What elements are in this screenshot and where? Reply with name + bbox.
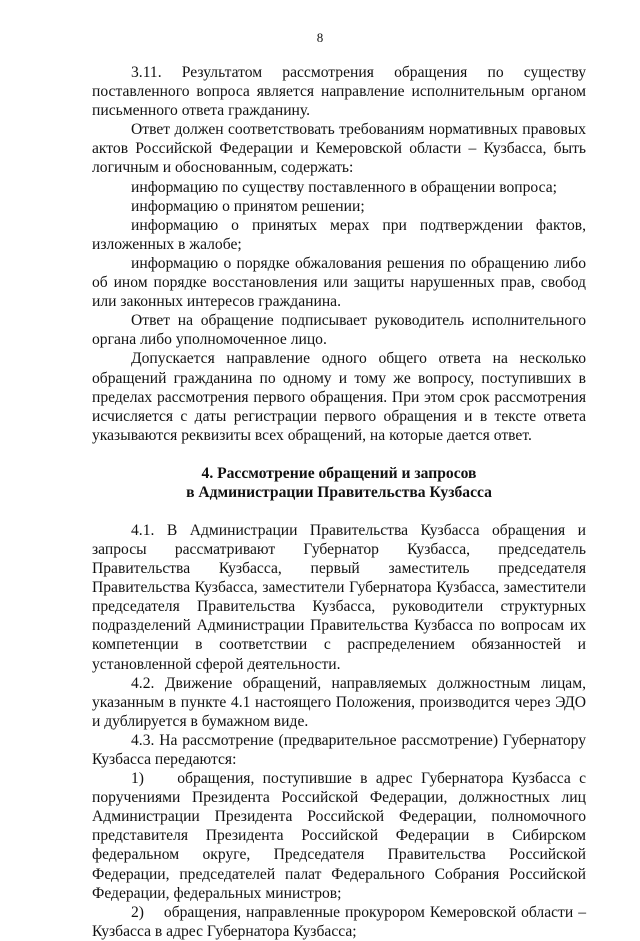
paragraph-3-11: 3.11. Результатом рассмотрения обращения по существу поставленного вопроса является направление исполнительным органом письменного ответа гражданину. <box>92 64 586 120</box>
list-item-4-3-2: 2) обращения, направленные прокурором Кемеровской области – Кузбасса в адрес Губернатора Кузбасса; <box>92 903 586 940</box>
section-4-heading <box>92 464 586 503</box>
section-4-heading-line: в Администрации Правительства Кузбасса <box>186 484 492 502</box>
answer-content-item: информацию о порядке обжалования решения по обращению либо об ином порядке восстановления или защиты нарушенных прав, свобод или законных интересов гражданина. <box>92 254 586 311</box>
paragraph-4-3: 4.3. На рассмотрение (предварительное рассмотрение) Губернатору Кузбасса передаются: <box>92 731 586 768</box>
page-body <box>92 63 586 941</box>
answer-signature-paragraph: Ответ на обращение подписывает руководитель исполнительного органа либо уполномоченное лицо. <box>92 312 586 349</box>
answer-content-item: информацию о принятом решении; <box>131 197 365 215</box>
answer-requirements-paragraph: Ответ должен соответствовать требованиям нормативных правовых актов Российской Федерации и Кемеровской области – Кузбасса, быть логичным и обоснованным, содержать: <box>92 121 586 177</box>
list-item-4-3-1: 1) обращения, поступившие в адрес Губернатора Кузбасса с поручениями Президента Российской Федерации, должностных лиц Администрации Президента Российской Федерации, полномочного представителя Президента Российской Федерации в Сибирском федеральном округе, Председателя Правительства Российской Федерации, председателей палат Федерального Собрания Российской Федерации, федеральных министров; <box>92 770 586 902</box>
page-number: 8 <box>316 30 324 45</box>
paragraph-4-2: 4.2. Движение обращений, направляемых должностным лицам, указанным в пункте 4.1 настоящего Положения, производится через ЭДО и дублируется в бумажном виде. <box>92 674 586 730</box>
single-answer-paragraph: Допускается направление одного общего ответа на несколько обращений гражданина по одному и тому же вопросу, поступивших в пределах рассмотрения первого обращения. При этом срок рассмотрения исчисляется с даты регистрации первого обращения и в тексте ответа указываются реквизиты всех обращений, на которые дается ответ. <box>92 350 586 444</box>
answer-content-item: информацию о принятых мерах при подтверждении фактов, изложенных в жалобе; <box>92 216 586 253</box>
answer-content-item: информацию по существу поставленного в обращении вопроса; <box>131 178 557 196</box>
paragraph-4-1: 4.1. В Администрации Правительства Кузбасса обращения и запросы рассматривают Губернатор Кузбасса, председатель Правительства Кузбасса, первый заместитель председателя Правительства Кузбасса, заместители Губернатора Кузбасса, заместители председателя Правительства Кузбасса, руководители структурных подразделений Администрации Правительства Кузбасса по вопросам их компетенции в соответствии с распределением обязанностей и установленной сферой деятельности. <box>92 521 586 673</box>
section-4-heading-line: 4. Рассмотрение обращений и запросов <box>201 464 477 482</box>
